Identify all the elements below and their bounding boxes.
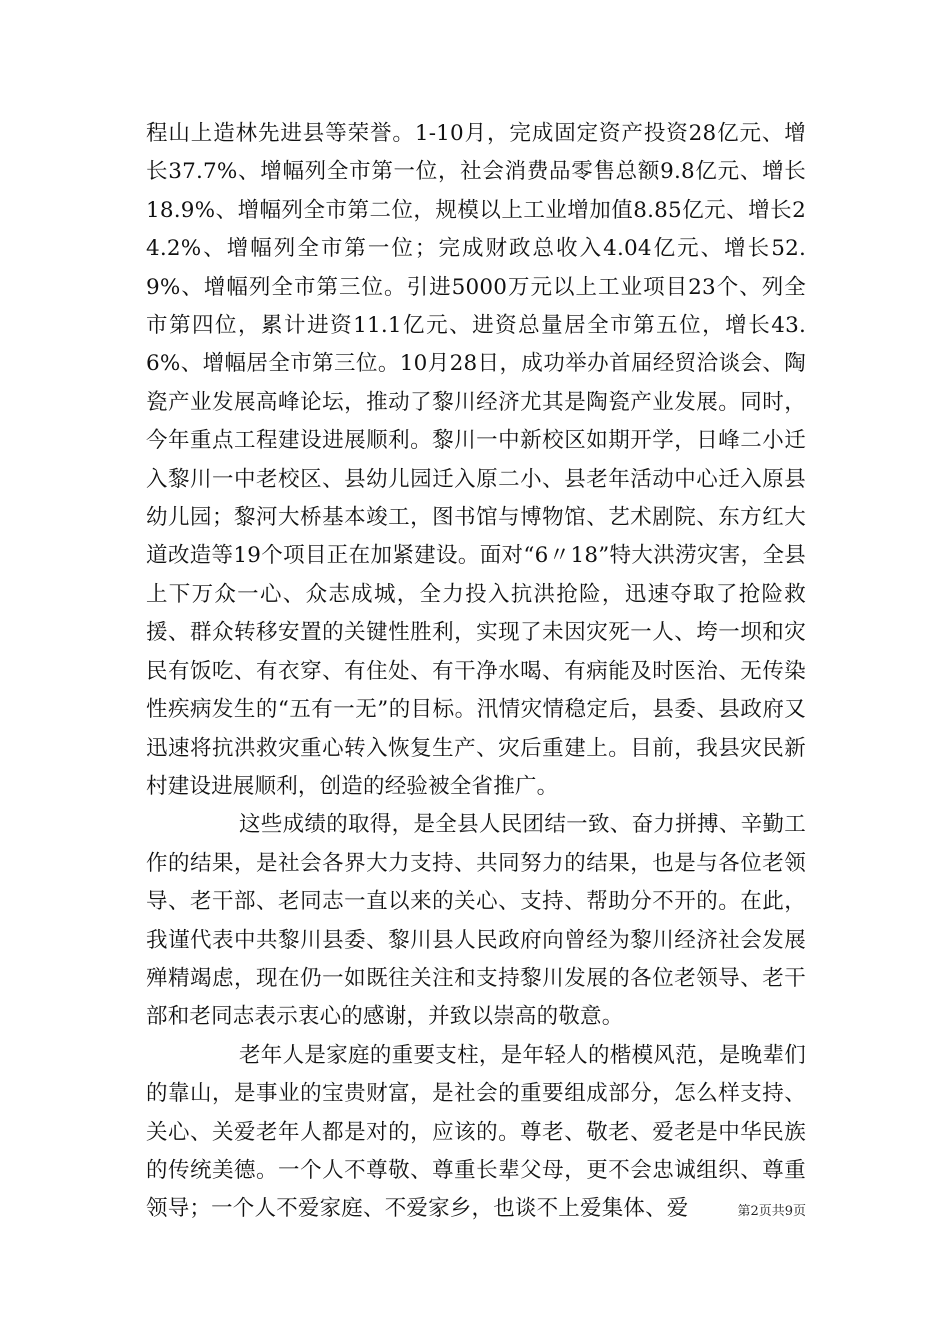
paragraph-2: 这些成绩的取得，是全县人民团结一致、奋力拼搏、辛勤工作的结果，是社会各界大力支持、共同努力的结果，也是与各位老领导、老干部、老同志一直以来的关心、支持、帮助分不开的。在此，我谨代表中共黎川县委、黎川县人民政府向曾经为黎川经济社会发展殚精竭虑，现在仍一如既往关注和支持黎川发展的各位老领导、老干部和老同志表示衷心的感谢，并致以崇高的敬意。 [146, 812, 806, 1030]
document-body [146, 115, 806, 1229]
paragraph-3: 老年人是家庭的重要支柱，是年轻人的楷模风范，是晚辈们的靠山，是事业的宝贵财富，是社会的重要组成部分，怎么样支持、关心、关爱老年人都是对的，应该的。尊老、敬老、爱老是中华民族的传统美德。一个人不尊敬、尊重长辈父母，更不会忠诚组织、尊重领导；一个人不爱家庭、不爱家乡，也谈不上爱集体、爱 [146, 1042, 806, 1222]
page-number-footer: 第2页共9页 [737, 1204, 806, 1219]
paragraph-1: 程山上造林先进县等荣誉。1-10月，完成固定资产投资28亿元、增长37.7%、增幅列全市第一位，社会消费品零售总额9.8亿元、增长18.9%、增幅列全市第二位，规模以上工业增加值8.85亿元、增长24.2%、增幅列全市第一位；完成财政总收入4.04亿元、增长52.9%、增幅列全市第三位。引进5000万元以上工业项目23个、列全市第四位，累计进资11.1亿元、进资总量居全市第五位，增长43.6%、增幅居全市第三位。10月28日，成功举办首届经贸洽谈会、陶瓷产业发展高峰论坛，推动了黎川经济尤其是陶瓷产业发展。同时，今年重点工程建设进展顺利。黎川一中新校区如期开学，日峰二小迁入黎川一中老校区、县幼儿园迁入原二小、县老年活动中心迁入原县幼儿园；黎河大桥基本竣工，图书馆与博物馆、艺术剧院、东方红大道改造等19个项目正在加紧建设。面对“6〃18”特大洪涝灾害，全县上下万众一心、众志成城，全力投入抗洪抢险，迅速夺取了抢险救援、群众转移安置的关键性胜利，实现了未因灾死一人、垮一坝和灾民有饭吃、有衣穿、有住处、有干净水喝、有病能及时医治、无传染性疾病发生的“五有一无”的目标。汛情灾情稳定后，县委、县政府又迅速将抗洪救灾重心转入恢复生产、灾后重建上。目前，我县灾民新村建设进展顺利，创造的经验被全省推广。 [146, 121, 806, 799]
